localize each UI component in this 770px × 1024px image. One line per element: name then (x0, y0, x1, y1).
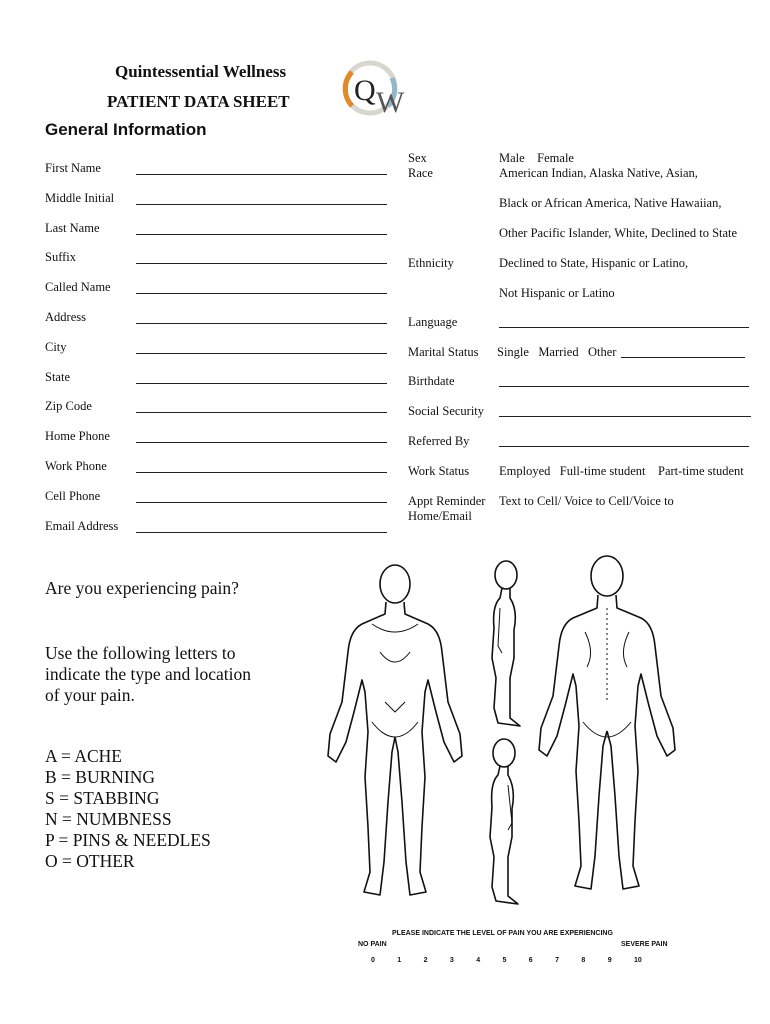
sex-label: Sex (408, 151, 427, 165)
section-title: General Information (45, 120, 207, 139)
field-label: State (45, 369, 70, 384)
referred-by-field[interactable] (499, 446, 749, 447)
legend-item: P = PINS & NEEDLES (45, 830, 211, 850)
pain-scale-number[interactable]: 3 (449, 957, 454, 964)
appt-reminder-label: Appt Reminder (408, 494, 486, 508)
pain-scale-number[interactable]: 2 (423, 957, 428, 964)
pain-instruction-1: Use the following letters to (45, 643, 236, 663)
marital-status-options[interactable]: Single Married Other (497, 345, 617, 359)
field-input-line[interactable] (136, 472, 387, 473)
legend-item: B = BURNING (45, 767, 156, 787)
body-diagram-front[interactable] (320, 562, 470, 907)
race-options-line1[interactable]: American Indian, Alaska Native, Asian, (499, 166, 698, 180)
race-options-line3[interactable]: Other Pacific Islander, White, Declined to State (499, 226, 738, 240)
pain-instruction-3: of your pain. (45, 685, 135, 705)
pain-instruction-2: indicate the type and location (45, 664, 252, 684)
logo-q-text: Q (354, 74, 376, 107)
field-input-line[interactable] (136, 502, 387, 503)
race-options-line2[interactable]: Black or African America, Native Hawaiian, (499, 196, 722, 210)
language-field[interactable] (499, 327, 749, 328)
field-label: Email Address (45, 518, 119, 533)
birthdate-field[interactable] (499, 386, 749, 387)
pain-scale-number[interactable]: 5 (502, 957, 507, 964)
field-label: Middle Initial (45, 190, 115, 205)
field-input-line[interactable] (136, 353, 387, 354)
pain-scale-low-label: NO PAIN (358, 941, 387, 948)
clinic-name: Quintessential Wellness (115, 62, 287, 81)
field-input-line[interactable] (136, 532, 387, 533)
legend-item: S = STABBING (45, 788, 160, 808)
body-diagram-back[interactable] (525, 552, 690, 897)
ethnicity-options-line2[interactable]: Not Hispanic or Latino (499, 286, 615, 300)
logo-w-text: W (376, 86, 405, 118)
field-input-line[interactable] (136, 412, 387, 413)
pain-scale-high-label: SEVERE PAIN (621, 941, 668, 948)
pain-scale-number[interactable]: 10 (634, 957, 642, 964)
sheet-title: PATIENT DATA SHEET (107, 92, 290, 111)
ethnicity-label: Ethnicity (408, 256, 454, 270)
field-input-line[interactable] (136, 174, 387, 175)
pain-scale-number[interactable]: 0 (371, 957, 375, 964)
body-diagram-side-upper[interactable] (480, 558, 530, 733)
field-label: City (45, 339, 67, 354)
field-input-line[interactable] (136, 323, 387, 324)
field-label: Last Name (45, 220, 100, 235)
field-label: Home Phone (45, 429, 110, 444)
pain-question: Are you experiencing pain? (45, 578, 239, 598)
pain-scale-number[interactable]: 7 (555, 957, 559, 964)
field-input-line[interactable] (136, 442, 387, 443)
field-label: Cell Phone (45, 488, 101, 503)
race-label: Race (408, 166, 433, 180)
legend-item: A = ACHE (45, 746, 122, 766)
field-label: Called Name (45, 280, 111, 295)
pain-scale-number[interactable]: 8 (581, 957, 586, 964)
social-security-label: Social Security (408, 404, 485, 418)
social-security-field[interactable] (499, 416, 751, 417)
work-status-label: Work Status (408, 464, 470, 478)
marital-status-label: Marital Status (408, 345, 479, 359)
field-input-line[interactable] (136, 293, 387, 294)
field-label: Zip Code (45, 399, 92, 414)
language-label: Language (408, 315, 458, 329)
work-status-options[interactable]: Employed Full-time student Part-time student (499, 464, 744, 478)
field-input-line[interactable] (136, 263, 387, 264)
appt-reminder-options[interactable]: Text to Cell/ Voice to Cell/Voice to (499, 494, 674, 508)
qw-logo (340, 60, 410, 118)
appt-reminder-label-2: Home/Email (408, 509, 472, 523)
sex-options[interactable]: Male Female (499, 151, 574, 165)
field-input-line[interactable] (136, 234, 387, 235)
field-label: Work Phone (45, 459, 107, 473)
pain-scale-heading: PLEASE INDICATE THE LEVEL OF PAIN YOU ARE EXPERIENCING (392, 930, 613, 937)
referred-by-label: Referred By (408, 434, 470, 448)
pain-scale-number[interactable]: 9 (607, 957, 612, 964)
field-label: Address (45, 310, 86, 324)
field-input-line[interactable] (136, 383, 387, 384)
pain-scale-number[interactable]: 1 (397, 957, 402, 964)
legend-item: O = OTHER (45, 851, 135, 871)
body-diagram-side-lower[interactable] (480, 735, 530, 910)
field-label: First Name (45, 161, 101, 175)
field-input-line[interactable] (136, 204, 387, 205)
birthdate-label: Birthdate (408, 374, 455, 388)
legend-item: N = NUMBNESS (45, 809, 172, 829)
pain-scale-number[interactable]: 4 (476, 957, 481, 964)
ethnicity-options-line1[interactable]: Declined to State, Hispanic or Latino, (499, 256, 689, 270)
marital-other-field[interactable] (621, 357, 745, 358)
field-label: Suffix (45, 250, 77, 265)
pain-scale-number[interactable]: 6 (528, 957, 533, 964)
